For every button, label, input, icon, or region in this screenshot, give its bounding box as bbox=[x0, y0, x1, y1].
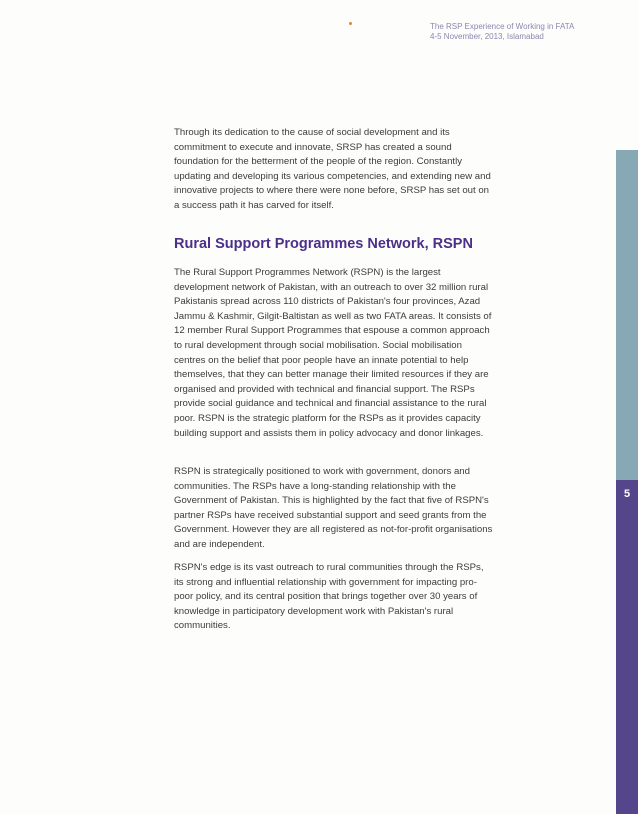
header-title: The RSP Experience of Working in FATA bbox=[430, 22, 575, 31]
section-heading: Rural Support Programmes Network, RSPN bbox=[174, 236, 473, 252]
decorative-dot bbox=[349, 22, 352, 25]
rspn-positioning-paragraph: RSPN is strategically positioned to work with government, donors and communities. The RSPs have a long-standing relationship with the Government of Pakistan. This is highlighted by the fact that five of RSPN's partner RSPs have received substantial support and seed grants from the Government. However they are all registered as not-for-profit organisations and are independent. bbox=[174, 466, 493, 550]
rspn-edge-paragraph: RSPN's edge is its vast outreach to rural communities through the RSPs, its strong and influential relationship with government for impacting pro-poor policy, and its central position that brings together over 30 years of knowledge in participatory development work with Pakistan's rural communities. bbox=[174, 562, 484, 632]
page-header bbox=[430, 22, 620, 42]
header-date: 4-5 November, 2013, Islamabad bbox=[430, 32, 544, 41]
side-bar-top bbox=[616, 150, 638, 480]
rspn-overview-paragraph: The Rural Support Programmes Network (RSPN) is the largest development network of Pakistan, with an outreach to over 32 million rural Pakistanis spread across 110 districts of Pakistan's four provinces, Azad Jammu & Kashmir, Gilgit-Baltistan as well as two FATA areas. It consists of 12 member Rural Support Programmes that espouse a common approach to rural development through social mobilisation. Social mobilisation centres on the belief that poor people have an innate potential to help themselves, that they can better manage their limited resources if they are organised and provided with technical and financial support. The RSPs provide social guidance and technical and financial assistance to the rural poor. RSPN is the strategic platform for the RSPs as it provides capacity building support and assists them in policy advocacy and donor linkages. bbox=[174, 267, 492, 439]
intro-paragraph: Through its dedication to the cause of social development and its commitment to execute and innovate, SRSP has created a sound foundation for the betterment of the people of the region. Constantly updating and developing its various competencies, and extending new and innovative projects to where there were none before, SRSP has set out on a success path it has carved for itself. bbox=[174, 127, 491, 211]
page-number: 5 bbox=[623, 488, 631, 500]
side-bar-bottom bbox=[616, 480, 638, 814]
